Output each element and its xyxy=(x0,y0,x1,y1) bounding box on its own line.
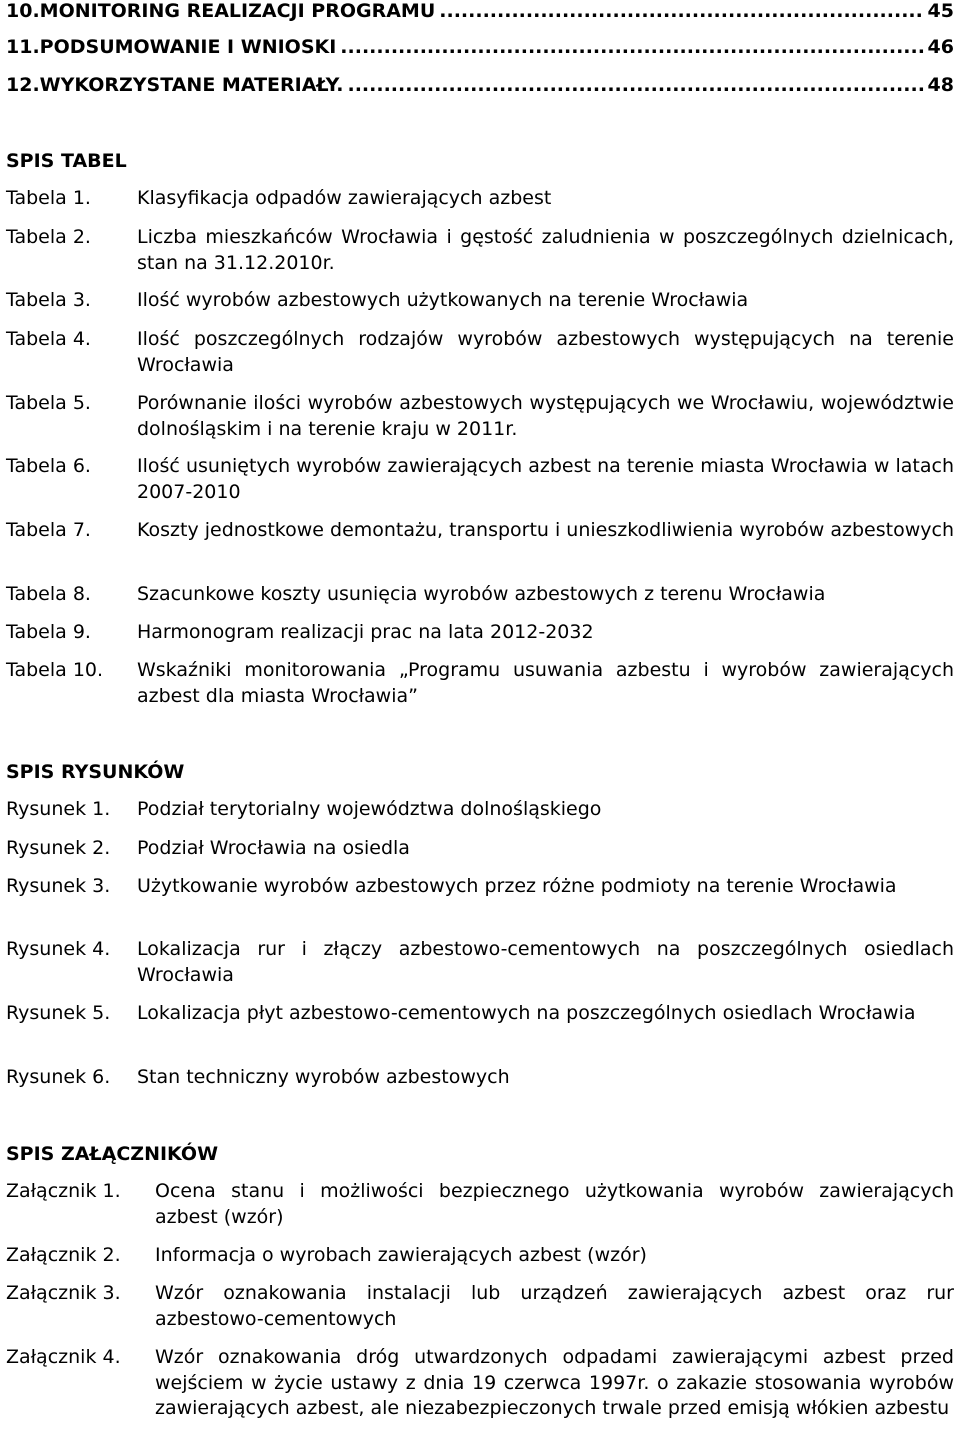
attachment-caption: Informacja o wyrobach zawierających azbest (wzór) xyxy=(155,1244,647,1266)
table-caption: Harmonogram realizacji prac na lata 2012-2032 xyxy=(137,621,594,643)
figure-label: Rysunek 4. xyxy=(6,938,111,960)
toc-entry[interactable] xyxy=(6,34,954,60)
attachment-caption: Wzór oznakowania instalacji lub urządzeń zawierających azbest oraz rur azbestowo-cementowych xyxy=(155,1282,954,1330)
table-caption: Ilość wyrobów azbestowych użytkowanych na terenie Wrocławia xyxy=(137,289,749,311)
table-label: Tabela 5. xyxy=(6,392,91,414)
figure-label: Rysunek 2. xyxy=(6,837,111,859)
table-label: Tabela 9. xyxy=(6,621,91,643)
table-caption: Porównanie ilości wyrobów azbestowych występujących we Wrocławiu, województwie dolnośląskim i na terenie kraju w 2011r. xyxy=(137,392,954,440)
table-caption: Ilość usuniętych wyrobów zawierających azbest na terenie miasta Wrocławia w latach 2007-2010 xyxy=(137,455,954,503)
figure-label: Rysunek 5. xyxy=(6,1002,111,1024)
table-label: Tabela 3. xyxy=(6,289,91,311)
toc-leader-dots xyxy=(439,0,923,24)
table-caption: Koszty jednostkowe demontażu, transportu i unieszkodliwienia wyrobów azbestowych xyxy=(137,519,954,541)
figure-caption: Lokalizacja płyt azbestowo-cementowych na poszczególnych osiedlach Wrocławia xyxy=(137,1002,916,1024)
table-caption: Liczba mieszkańców Wrocławia i gęstość zaludnienia w poszczególnych dzielnicach, stan na 31.12.2010r. xyxy=(137,226,954,274)
figure-caption: Podział Wrocławia na osiedla xyxy=(137,837,410,859)
table-label: Tabela 8. xyxy=(6,583,91,605)
toc-leader-dots xyxy=(347,72,923,98)
table-label: Tabela 7. xyxy=(6,519,91,541)
toc-entry-page: 48 xyxy=(927,74,954,96)
tables-list-heading: SPIS TABEL xyxy=(6,150,127,172)
figure-caption: Stan techniczny wyrobów azbestowych xyxy=(137,1066,510,1088)
figure-label: Rysunek 3. xyxy=(6,875,111,897)
figure-caption: Podział terytorialny województwa dolnośląskiego xyxy=(137,798,602,820)
attachment-label: Załącznik 3. xyxy=(6,1282,121,1304)
figure-label: Rysunek 1. xyxy=(6,798,111,820)
table-label: Tabela 4. xyxy=(6,328,91,350)
attachment-label: Załącznik 1. xyxy=(6,1180,121,1202)
table-label: Tabela 2. xyxy=(6,226,91,248)
table-caption: Szacunkowe koszty usunięcia wyrobów azbestowych z terenu Wrocławia xyxy=(137,583,826,605)
attachment-caption: Wzór oznakowania dróg utwardzonych odpadami zawierającymi azbest przed wejściem w życie ustawy z dnia 19 czerwca 1997r. o zakazie stosowania wyrobów zawierających azbest, ale niezabezpieczonych trwale przed emisją włókien azbestu xyxy=(155,1346,954,1419)
toc-entry-title: 10.MONITORING REALIZACJI PROGRAMU xyxy=(6,0,436,22)
table-label: Tabela 1. xyxy=(6,187,91,209)
table-label: Tabela 10. xyxy=(6,659,104,681)
figures-list-heading: SPIS RYSUNKÓW xyxy=(6,761,185,783)
attachment-label: Załącznik 2. xyxy=(6,1244,121,1266)
toc-entry[interactable] xyxy=(6,0,954,24)
figure-caption: Lokalizacja rur i złączy azbestowo-cementowych na poszczególnych osiedlach Wrocławia xyxy=(137,938,954,986)
attachment-caption: Ocena stanu i możliwości bezpiecznego użytkowania wyrobów zawierających azbest (wzór) xyxy=(155,1180,954,1228)
table-caption: Klasyfikacja odpadów zawierających azbest xyxy=(137,187,552,209)
figure-label: Rysunek 6. xyxy=(6,1066,111,1088)
table-label: Tabela 6. xyxy=(6,455,91,477)
figure-caption: Użytkowanie wyrobów azbestowych przez różne podmioty na terenie Wrocławia xyxy=(137,875,897,897)
toc-entry-title: 11.PODSUMOWANIE I WNIOSKI xyxy=(6,36,337,58)
toc-leader-dots xyxy=(340,34,923,60)
toc-entry-page: 46 xyxy=(927,36,954,58)
table-caption: Ilość poszczególnych rodzajów wyrobów azbestowych występujących na terenie Wrocławia xyxy=(137,328,954,376)
toc-entry[interactable] xyxy=(6,72,954,98)
toc-entry-title: 12.WYKORZYSTANE MATERIAŁY. xyxy=(6,74,344,96)
attachments-list-heading: SPIS ZAŁĄCZNIKÓW xyxy=(6,1143,219,1165)
toc-entry-page: 45 xyxy=(927,0,954,22)
attachment-label: Załącznik 4. xyxy=(6,1346,121,1368)
table-caption: Wskaźniki monitorowania „Programu usuwania azbestu i wyrobów zawierających azbest dla miasta Wrocławia” xyxy=(137,659,954,707)
